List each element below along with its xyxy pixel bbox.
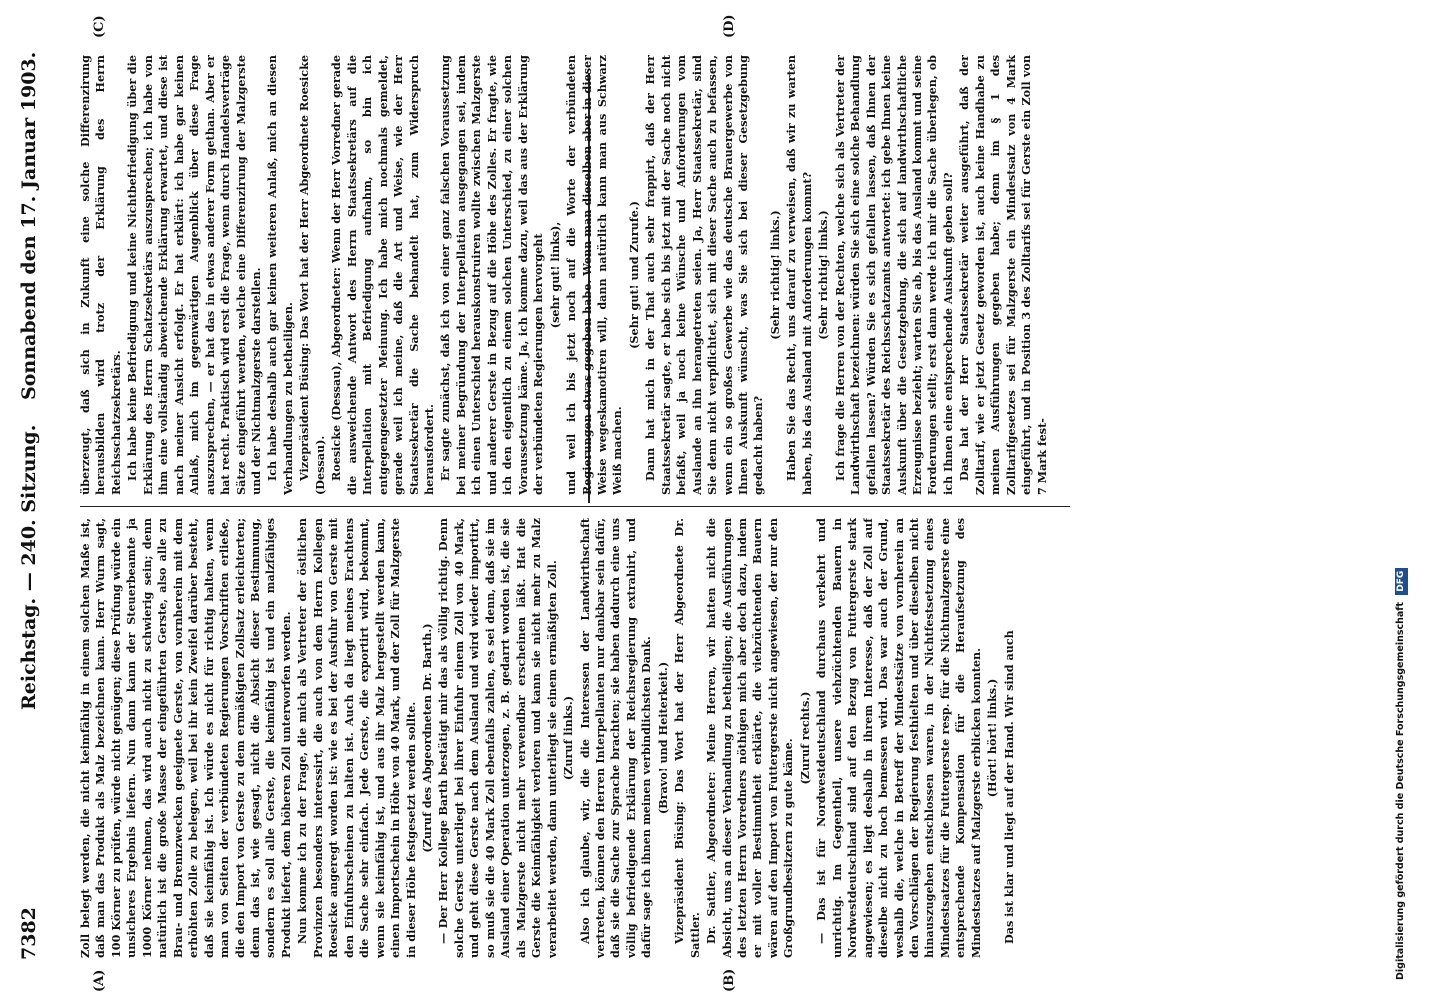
column-divider	[80, 506, 1070, 507]
interjection: (Hört! hört! links.)	[985, 678, 1000, 798]
paragraph: Vizepräsident Büsing: Das Wort hat der Herr Abgeordnete Dr. Sattler.	[672, 518, 702, 958]
interjection: (Zuruf links.)	[561, 695, 576, 781]
paragraph: Nun komme ich zu der Frage, die mich als Vertreter der östlichen Provinzen besonders interessirt, die auch von dem Herrn Kollegen Roesicke angeregt worden ist: wie es bei der Ausfuhr von Gerste mit den Einfuhrscheinen zu halten ist. Auch da liegt meines Erachtens die Sache sehr einfach. Jede Gerste, die exportirt wird, bekommt, wenn sie keimfähig ist, und aus ihr Malz hergestellt werden kann, einen Importschein in Höhe von 40 Mark, und der Zoll für Malzgerste in dieser Höhe festgesetzt werden sollte.	[295, 518, 418, 958]
interjection: (Zuruf des Abgeordneten Dr. Barth.)	[419, 623, 434, 853]
margin-marker-b: (B)	[722, 968, 737, 992]
header-date: Sonnabend den 17. Januar 1903.	[18, 51, 40, 400]
interjection: (Zuruf rechts.)	[797, 691, 812, 785]
paragraph: Zoll belegt werden, die nicht keimfähig in einem solchen Maße ist, daß man das Produkt als Malz bezeichnen kann. Herr Wurm sagt, 100 Körner zu prüfen, würde nicht genügen; diese Prüfung würde ein unsicheres Ergebnis liefern. Nun dann kann der Steuerbeamte ja 1000 Körner nehmen, das wird auch nicht zu schwierig sein; denn natürlich ist die große Masse der eingeführten Gerste, also alle zu Brau- und Brennzwecken geeignete Gerste, von vornherein mit dem erhöhten Zolle zu belegen, weil bei ihr kein Zweifel darüber besteht, daß sie keimfähig ist. Ich würde es nicht für richtig halten, wenn man von Seiten der verbündeten Regierungen Vorschriften erließe, die den Import von Gerste zu dem ermäßigten Zollsatz erleichterten; denn das ist, wie gesagt, nicht die Absicht dieser Bestimmung, sondern es soll alle Gerste, die keimfähig ist und ein malzfähiges Produkt liefert, dem höheren Zoll unterworfen werden.	[78, 518, 293, 958]
interjection: (Sehr richtig! links.)	[767, 210, 782, 340]
interjection: (Sehr gut! und Zurufe.)	[626, 201, 641, 349]
paragraph: Ich habe keine Befriedigung und keine Nichtbefriedigung über die Erklärung des Herrn Schatzsekretärs auszusprechen; ich habe von ihm eine vollständig abweichende Erklärung erwartet, und diese ist nach meiner Ansicht erfolgt. Er hat erklärt: ich habe gar keinen Anlaß, mich im gegenwärtigen Augenblick über diese Frage auszusprechen, — er hat das in etwas anderer Form gethan. Aber er hat recht. Praktisch wird erst die Frage, wenn durch Handelsverträge Sätze eingeführt werden, welche eine Differenzirung der Malzgerste und der Nichtmalzgerste darstellen.	[125, 55, 263, 495]
header-title: Reichstag. — 240. Sitzung.	[18, 424, 40, 710]
paragraph: Dr. Sattler, Abgeordneter: Meine Herren, wir hatten nicht die Absicht, uns an dieser Verhandlung zu betheiligen; die Ausführungen des letzten Herrn Vorredners nöthigen mich aber doch dazu, indem er mit voller Bestimmtheit erklärte, die viehzüchtenden Bauern wären auf den Import von Futtergerste nicht angewiesen, der nur den Großgrundbesitzern zu gute käme.	[704, 518, 796, 958]
paragraph: und weil ich bis jetzt noch auf die Worte der verbündeten Regierungen etwas gegeben habe. Wenn man dieselben aber in dieser Weise wegeskamotiren will, dann natürlich kann man aus Schwarz Weiß machen.	[564, 55, 625, 495]
interjection: (sehr gut! links),	[547, 221, 562, 329]
paragraph: Dann hat mich in der That auch sehr frappirt, daß der Herr Staatssekretär sagte, er habe sich bis jetzt mit der Sache noch nicht befaßt, weil ja noch keine Wünsche und Anforderungen vom Auslande an ihn herangetreten seien. Ja, Herr Staatssekretär, sind Sie denn nicht verpflichtet, sich mit dieser Sache auch zu befassen, wenn ein so großes Gewerbe wie das deutsche Brauergewerbe von Ihnen Auskunft wünscht, was Sie sich bei dieser Gesetzgebung gedacht haben?	[643, 55, 766, 495]
paragraph: Roesicke (Dessau), Abgeordneter: Wenn der Herr Vorredner gerade die ausweichende Antwort des Herrn Staatssekretärs auf die Interpellation mit Befriedigung aufnahm, so bin ich entgegengesetzter Meinung. Ich habe mich nochmals gemeldet, gerade weil ich meine, daß die Art und Weise, wie der Herr Staatssekretär die Sache behandelt hat, zum Widerspruch herausfordert.	[329, 55, 436, 495]
page-number: 7382	[18, 907, 40, 960]
paragraph: Ich frage die Herren von der Rechten, welche sich als Vertreter der Landwirthschaft bezeichnen: würden Sie sich eine solche Behandlung gefallen lassen? Würden Sie es sich gefallen lassen, daß Ihnen der Staatssekretär des Reichsschatzamts antwortet: ich gebe Ihnen keine Auskunft über die Gesetzgebung, die sich auf landwirthschaftliche Erzeugnisse bezieht; warten Sie ab, bis das Ausland kommt und seine Forderungen stellt; erst dann werde ich mir die Sache überlegen, ob ich Ihnen eine entsprechende Auskunft geben soll?	[832, 55, 955, 495]
paragraph: Er sagte zunächst, daß ich von einer ganz falschen Voraussetzung bei meiner Begründung der Interpellation ausgegangen sei, indem ich einen Unterschied herauskonstruiren wollte zwischen Malzgerste und anderer Gerste in Bezug auf die Höhe des Zolles. Er fragte, wie ich den eigentlich zu einem solchen Unterschied, zu einer solchen Voraussetzung käme. Ja, ich komme dazu, weil das aus der Erklärung der verbündeten Regierungen hervorgeht	[438, 55, 546, 495]
paragraph: Das ist klar und liegt auf der Hand. Wir sind auch	[1001, 630, 1016, 944]
paragraph: — Der Herr Kollege Barth bestätigt mir das als völlig richtig. Denn solche Gerste unterliegt bei ihrer Einfuhr einem Zoll von 40 Mark, und geht diese Gerste nach dem Ausland und wird wieder importirt, so muß sie die 40 Mark Zoll ebenfalls zahlen, es sei denn, daß sie im Ausland einer Operation unterzogen, z. B. gedarrt worden ist, die sie als Malzgerste nicht mehr verwendbar erscheinen läßt. Hat die Gerste die Keimfähigkeit verloren und kann sie nicht mehr zu Malz verarbeitet werden, dann unterliegt sie einem ermäßigten Zoll.	[436, 518, 559, 958]
right-column	[78, 55, 1078, 495]
running-header	[18, 40, 52, 960]
paragraph: Das hat der Herr Staatssekretär weiter ausgeführt, daß der Zolltarif, wie er jetzt Gesetz geworden ist, auch keine Handhabe zu meinen Ausführungen gegeben habe; denn im § 1 des Zolltarifgesetzes sei für Malzgerste ein Mindestsatz von 4 Mark eingeführt, und in Position 3 des Zolltarifs sei für Gerste ein Zoll von 7 Mark fest-	[957, 55, 1049, 495]
margin-marker-d: (D)	[722, 14, 737, 38]
footer-text: Digitalisierung gefördert durch die Deutsche Forschungsgemeinschaft	[1395, 602, 1406, 980]
digitization-footer	[1386, 20, 1416, 980]
margin-marker-a: (A)	[92, 969, 107, 992]
left-column	[78, 518, 1078, 958]
paragraph: Also ich glaube, wir, die die Interessen der Landwirthschaft vertreten, können den Herren Interpellanten nur dankbar sein dafür, daß sie die Sache zur Sprache brachten; sie haben dadurch eine uns völlig befriedigende Erklärung der Reichsregierung extrahirt, und dafür sage ich ihnen meinen verbindlichsten Dank.	[577, 518, 654, 958]
dfg-logo: DFG	[1395, 568, 1408, 595]
paragraph: — Das ist für Nordwestdeutschland durchaus verkehrt und unrichtig. Im Gegentheil, unsere viehzüchtenden Bauern in Nordwestdeutschland sind auf den Bezug von Futtergerste stark angewiesen; es liegt deshalb in ihrem Interesse, daß der Zoll auf dieselbe nicht zu hoch bemessen wird. Das war auch der Grund, weshalb die, welche in Betreff der Mindestsätze von vornherein an den Vorschlägen der Regierung festhielten und über dieselben nicht hinauszugehen entschlossen waren, in der Nichtfestsetzung eines Mindestsatzes für die Futtergerste resp. für die Nichtmalzgerste eine entsprechende Kompensation für die Heraufsetzung des Mindestsatzes auf Malzgerste erblicken konnten.	[814, 518, 983, 958]
margin-marker-c: (C)	[92, 15, 107, 38]
paragraph: überzeugt, daß sich in Zukunft eine solche Differenzirung herausbilden wird trotz der Erklärung des Herrn Reichsschatzsekretärs.	[78, 55, 123, 495]
paragraph: Haben Sie das Recht, uns darauf zu verweisen, daß wir zu warten haben, bis das Ausland mit Anforderungen kommt?	[784, 55, 814, 495]
interjection: (Bravo! und Heiterkeit.)	[655, 661, 670, 815]
paragraph: Vizepräsident Büsing: Das Wort hat der Herr Abgeordnete Roesicke (Dessau).	[297, 55, 327, 495]
interjection: (Sehr richtig! links.)	[816, 210, 831, 340]
paragraph: Ich habe deshalb auch gar keinen weiteren Anlaß, mich an diesen Verhandlungen zu betheiligen.	[265, 55, 295, 495]
